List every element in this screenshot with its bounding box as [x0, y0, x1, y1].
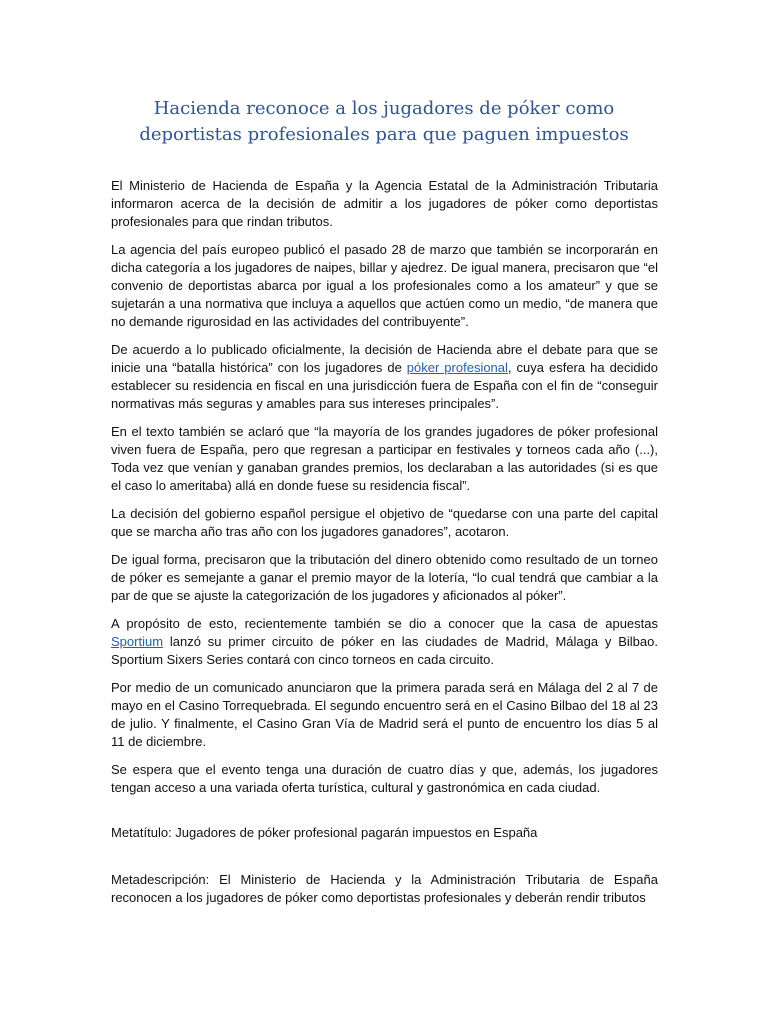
article-title: Hacienda reconoce a los jugadores de póker como deportistas profesionales para que paguen impuestos [139, 98, 629, 145]
paragraph-agency-publication: La agencia del país europeo publicó el pasado 28 de marzo que también se incorporarán en dicha categoría a los jugadores de naipes, billar y ajedrez. De igual manera, precisaron que “el convenio de deportistas abarca por igual a los profesionales como a los amateur” y que se sujetarán a una normativa que incluya a aquellos que actúen como un medio, “de manera que no demande rigurosidad en las actividades del contribuyente”. [111, 242, 658, 329]
paragraph-players-abroad: En el texto también se aclaró que “la mayoría de los grandes jugadores de póker profesional viven fuera de España, pero que regresan a participar en festivales y torneos cada año (...), Toda vez que venían y ganaban grandes premios, los declaraban a las autoridades (si es que el caso lo ameritaba) allá en donde fuese su residencia fiscal”. [111, 424, 658, 493]
paragraph-sportium-start: A propósito de esto, recientemente también se dio a conocer que la casa de apuestas [111, 616, 658, 631]
paragraph-sportium-end: lanzó su primer circuito de póker en las ciudades de Madrid, Málaga y Bilbao. Sportium Sixers Series contará con cinco torneos en cada circuito. [111, 634, 658, 667]
paragraph-historic-battle-end: , cuya esfera ha decidido establecer su residencia en fiscal en una jurisdicción fuera de España con el fin de “conseguir normativas más seguras y amables para sus intereses principales”. [111, 360, 658, 411]
article-body [111, 177, 658, 917]
paragraph-taxation-lottery: De igual forma, precisaron que la tributación del dinero obtenido como resultado de un torneo de póker es semejante a ganar el premio mayor de la lotería, “lo cual tendrá que cambiar a la par de que se ajuste la categorización de los jugadores y aficionados al póker”. [111, 552, 658, 603]
paragraph-sportium-circuit [111, 615, 658, 669]
paragraph-government-objective: La decisión del gobierno español persigue el objetivo de “quedarse con una parte del capital que se marcha año tras año con los jugadores ganadores”, acotaron. [111, 506, 658, 539]
paragraph-historic-battle [111, 341, 658, 413]
meta-description: Metadescripción: El Ministerio de Hacienda y la Administración Tributaria de España reconocen a los jugadores de póker como deportistas profesionales y deberán rendir tributos [111, 872, 658, 905]
sportium-link[interactable]: Sportium [111, 634, 164, 649]
paragraph-ministry-announcement: El Ministerio de Hacienda de España y la Agencia Estatal de la Administración Tributaria informaron acerca de la decisión de admitir a los jugadores de póker como deportistas profesionales para que rindan tributos. [111, 178, 658, 229]
poker-profesional-link[interactable]: póker profesional [406, 360, 508, 375]
paragraph-event-duration: Se espera que el evento tenga una duración de cuatro días y que, además, los jugadores tengan acceso a una variada oferta turística, cultural y gastronómica en cada ciudad. [111, 762, 658, 795]
paragraph-historic-battle-start: De acuerdo a lo publicado oficialmente, la decisión de Hacienda abre el debate para que se inicie una “batalla histórica” con los jugadores de [111, 342, 658, 375]
meta-title: Metatítulo: Jugadores de póker profesional pagarán impuestos en España [111, 825, 538, 840]
paragraph-tournament-dates: Por medio de un comunicado anunciaron que la primera parada será en Málaga del 2 al 7 de mayo en el Casino Torrequebrada. El segundo encuentro será en el Casino Bilbao del 18 al 23 de julio. Y finalmente, el Casino Gran Vía de Madrid será el punto de encuentro los días 5 al 11 de diciembre. [111, 680, 658, 749]
